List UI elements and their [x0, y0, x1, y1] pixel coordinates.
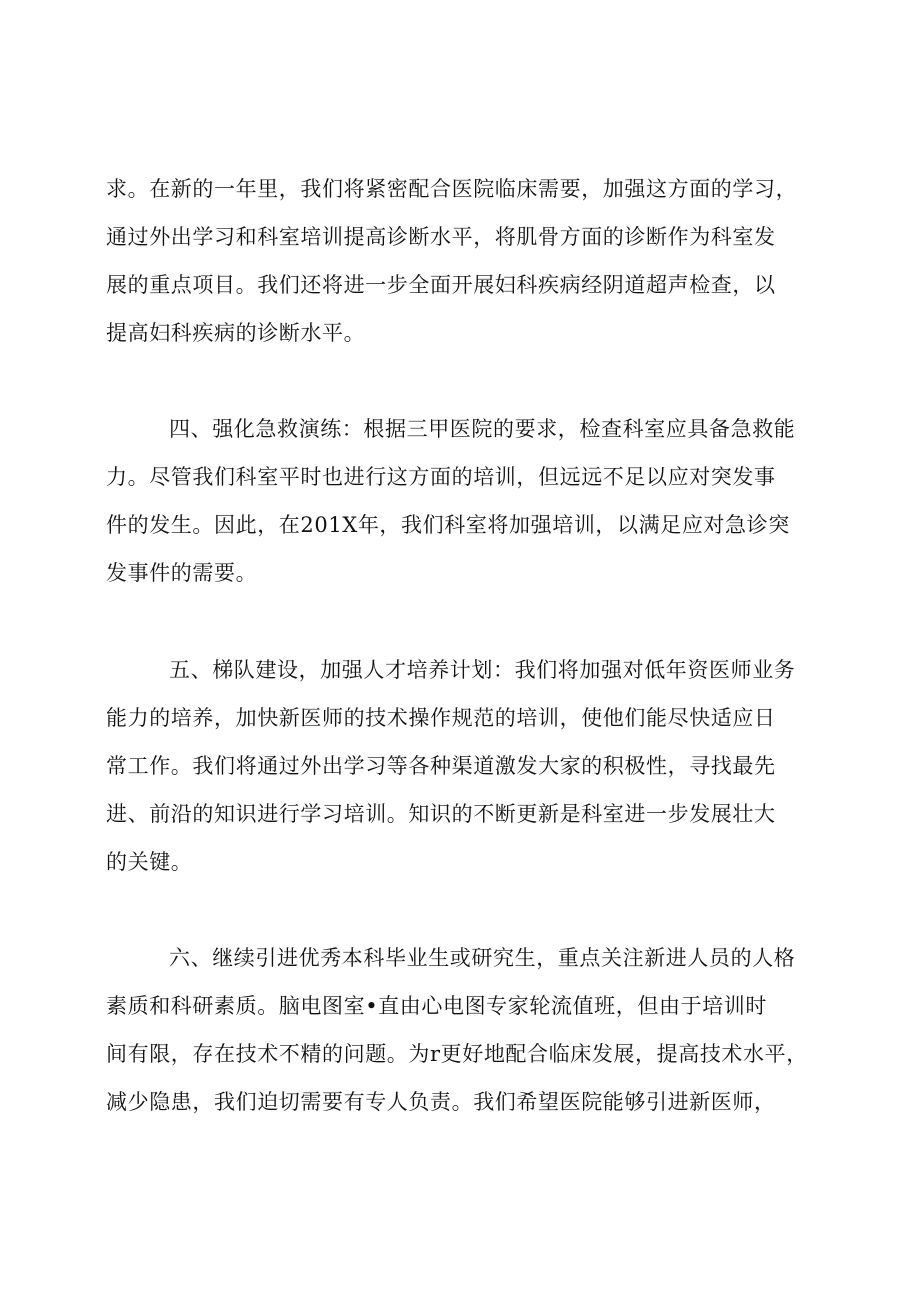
text-line: 能力的培养，加快新医师的技术操作规范的培训，使他们能尽快适应日 — [106, 706, 776, 730]
paragraph-talent-training — [106, 646, 826, 886]
paragraph-recruitment — [106, 934, 826, 1126]
text-line: 常工作。我们将通过外出学习等各种渠道激发大家的积极性，寻找最先 — [106, 754, 776, 778]
text-line: 进、前沿的知识进行学习培训。知识的不断更新是科室进一步发展壮大 — [106, 802, 776, 826]
text-line: 六、继续引进优秀本科毕业生或研究生，重点关注新进人员的人格 — [169, 946, 796, 970]
text-line: 件的发生。因此，在201X年，我们科室将加强培训，以满足应对急诊突 — [106, 513, 790, 537]
text-line: 展的重点项目。我们还将进一步全面开展妇科疾病经阴道超声检查，以 — [106, 273, 776, 297]
text-line: 通过外出学习和科室培训提高诊断水平，将肌骨方面的诊断作为科室发 — [106, 225, 776, 249]
text-line: 间有限，存在技术不精的问题。为r更好地配合临床发展，提高技术水平， — [106, 1042, 808, 1066]
text-line: 发事件的需要。 — [106, 561, 258, 585]
paragraph-emergency-drill — [106, 405, 826, 597]
text-line: 素质和科研素质。脑电图室•直由心电图专家轮流值班，但由于培训时 — [106, 994, 767, 1018]
text-line: 五、梯队建设，加强人才培养计划：我们将加强对低年资医师业务 — [169, 658, 796, 682]
text-line: 减少隐患，我们迫切需要有专人负责。我们希望医院能够引进新医师， — [106, 1090, 776, 1114]
text-line: 提高妇科疾病的诊断水平。 — [106, 321, 366, 345]
paragraph-continuation — [106, 165, 826, 357]
text-line: 的关键。 — [106, 850, 193, 874]
text-line: 四、强化急救演练：根据三甲医院的要求，检查科室应具备急救能 — [169, 417, 796, 441]
text-line: 求。在新的一年里，我们将紧密配合医院临床需要，加强这方面的学习， — [106, 177, 798, 201]
text-line: 力。尽管我们科室平时也进行这方面的培训，但远远不足以应对突发事 — [106, 465, 776, 489]
